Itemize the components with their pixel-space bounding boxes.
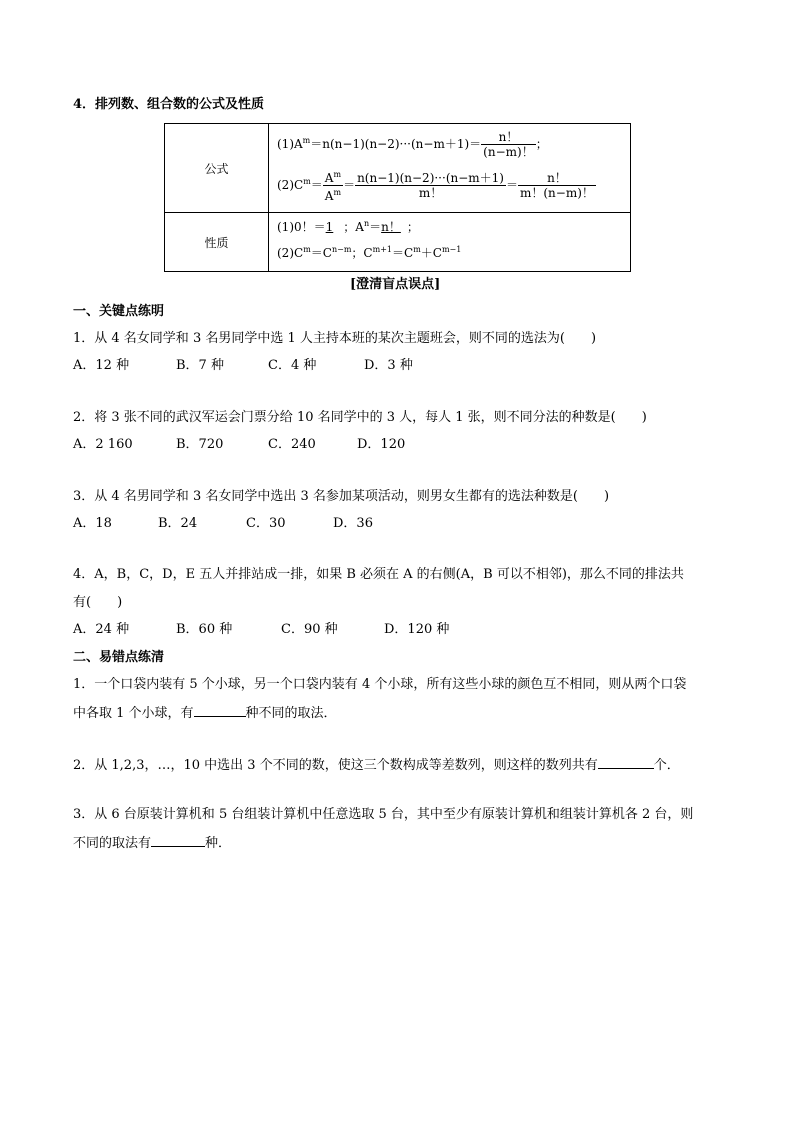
property-line-1 <box>277 218 419 235</box>
comb-eq1: ＝ <box>310 178 323 192</box>
q2-option-d: D．120 <box>357 437 406 452</box>
q2-stem: 2．将 3 张不同的武汉军运会门票分给 10 名同学中的 3 人，每人 1 张，则不同分法的种数是( ) <box>73 410 647 425</box>
perm-end: ； <box>535 137 548 151</box>
part2-heading: 二、易错点练清 <box>73 650 165 665</box>
comb-fraction-1 <box>323 168 343 203</box>
q3-stem: 3．从 4 名男同学和 3 名女同学中选出 3 名参加某项活动，则男女生都有的选法种数是( ) <box>73 489 610 504</box>
comb-frac3-num: n！ <box>518 171 596 186</box>
prop2-e: ＋C <box>420 246 442 260</box>
e3-line-1: 3．从 6 台原装计算机和 5 台组装计算机中任意选取 5 台，其中至少有原装计算机和组装计算机各 2 台，则 <box>73 807 694 822</box>
e3-line-2-a: 不同的取法有 <box>73 836 152 851</box>
prop1-a: (1)0！＝ <box>277 220 326 234</box>
e1-line-2-a: 中各取 1 个小球，有 <box>73 706 194 721</box>
e1-line-2 <box>73 704 337 722</box>
perm-fraction-den: (n−m)！ <box>483 145 534 159</box>
formula-table <box>164 123 631 272</box>
q2-option-a: A．2 160 <box>73 437 133 452</box>
comb-frac2-num: n(n−1)(n−2)···(n−m＋1) <box>357 171 504 185</box>
prop2-c: ；C <box>351 246 373 260</box>
comb-frac1-den-sup: m <box>333 188 342 197</box>
perm-symbol: (1)A <box>277 137 303 151</box>
comb-eq3: ＝ <box>505 178 518 192</box>
prop2-sup4: m <box>413 245 421 254</box>
q1-option-d: D．3 种 <box>364 358 413 373</box>
clarify-heading: [澄清盲点误点] <box>350 277 441 292</box>
q4-stem-line-1: 4．A，B，C，D，E 五人并排站成一排，如果 B 必须在 A 的右侧(A，B 可以不相邻)，那么不同的排法共 <box>73 567 684 582</box>
property-line-2 <box>277 244 461 261</box>
q1-stem: 1．从 4 名女同学和 3 名男同学中选 1 人主持本班的某次主题班会，则不同的选法为( ) <box>73 331 597 346</box>
q4-option-a: A．24 种 <box>73 622 130 637</box>
q3-option-b: B．24 <box>158 516 198 531</box>
e3-line-2 <box>73 834 231 852</box>
prop1-answer-1: 1 <box>325 220 334 234</box>
comb-frac1-num-sup: m <box>333 170 342 179</box>
comb-symbol: (2)C <box>277 178 304 192</box>
e1-answer-blank[interactable] <box>194 704 246 717</box>
prop2-sup1: m <box>303 245 311 254</box>
prop2-b: ＝C <box>310 246 332 260</box>
prop2-sup3: m+1 <box>372 245 392 254</box>
q1-option-b: B．7 种 <box>176 358 224 373</box>
prop2-sup2: n−m <box>331 245 352 254</box>
part1-heading: 一、关键点练明 <box>73 304 165 319</box>
q4-stem-line-2: 有( ) <box>73 595 123 610</box>
comb-frac3-den: m！(n−m)！ <box>520 186 594 200</box>
prop1-answer-2: n！ <box>381 220 401 234</box>
comb-frac2-den: m！ <box>418 186 443 200</box>
prop1-f: ； <box>406 220 419 234</box>
e1-line-1: 1．一个口袋内装有 5 个小球，另一个口袋内装有 4 个小球，所有这些小球的颜色互不相同，则从两个口袋 <box>73 677 687 692</box>
perm-formula <box>277 130 548 159</box>
property-label-cell <box>165 213 269 272</box>
e2-text-b: 个． <box>653 758 680 773</box>
q4-option-c: C．90 种 <box>281 622 338 637</box>
comb-frac1-den-text: A <box>324 189 334 203</box>
e2-text-a: 2．从 1,2,3，…，10 中选出 3 个不同的数，使这三个数构成等差数列，则这样的数列共有 <box>73 758 598 773</box>
q3-option-d: D．36 <box>333 516 373 531</box>
q3-option-c: C．30 <box>246 516 286 531</box>
formula-content-cell <box>269 124 631 213</box>
prop1-c: ；A <box>343 220 364 234</box>
prop2-d: ＝C <box>392 246 414 260</box>
prop2-a: (2)C <box>277 246 304 260</box>
section-title: 4．排列数、组合数的公式及性质 <box>73 97 265 112</box>
formula-label: 公式 <box>204 161 229 176</box>
perm-fraction <box>481 130 536 159</box>
q4-option-b: B．60 种 <box>176 622 233 637</box>
q4-option-d: D．120 种 <box>384 622 450 637</box>
comb-fraction-3 <box>518 171 596 200</box>
q2-option-c: C．240 <box>268 437 316 452</box>
comb-fraction-2 <box>355 171 506 200</box>
e2-line <box>73 756 680 774</box>
e2-answer-blank[interactable] <box>598 756 654 769</box>
formula-label-cell <box>165 124 269 213</box>
comb-frac1-den <box>323 186 343 203</box>
comb-formula <box>277 168 596 203</box>
q1-option-a: A．12 种 <box>73 358 130 373</box>
comb-sup: m <box>303 177 311 186</box>
q2-option-b: B．720 <box>176 437 224 452</box>
perm-expansion: ＝n(n−1)(n−2)···(n−m＋1)＝ <box>310 137 482 151</box>
comb-eq2: ＝ <box>343 178 356 192</box>
perm-sup: m <box>302 136 311 145</box>
perm-fraction-num: n！ <box>481 130 536 145</box>
comb-frac1-num <box>323 168 343 186</box>
q3-option-a: A．18 <box>73 516 112 531</box>
prop1-sup: n <box>363 219 370 228</box>
property-content-cell <box>269 213 631 272</box>
prop2-sup5: m−1 <box>441 245 462 254</box>
prop1-d: ＝ <box>369 220 382 234</box>
q1-option-c: C．4 种 <box>268 358 317 373</box>
e3-answer-blank[interactable] <box>151 834 205 847</box>
property-label: 性质 <box>204 235 229 250</box>
comb-frac1-num-text: A <box>324 171 334 185</box>
e1-line-2-b: 种不同的取法． <box>245 706 337 721</box>
e3-line-2-b: 种． <box>205 836 232 851</box>
